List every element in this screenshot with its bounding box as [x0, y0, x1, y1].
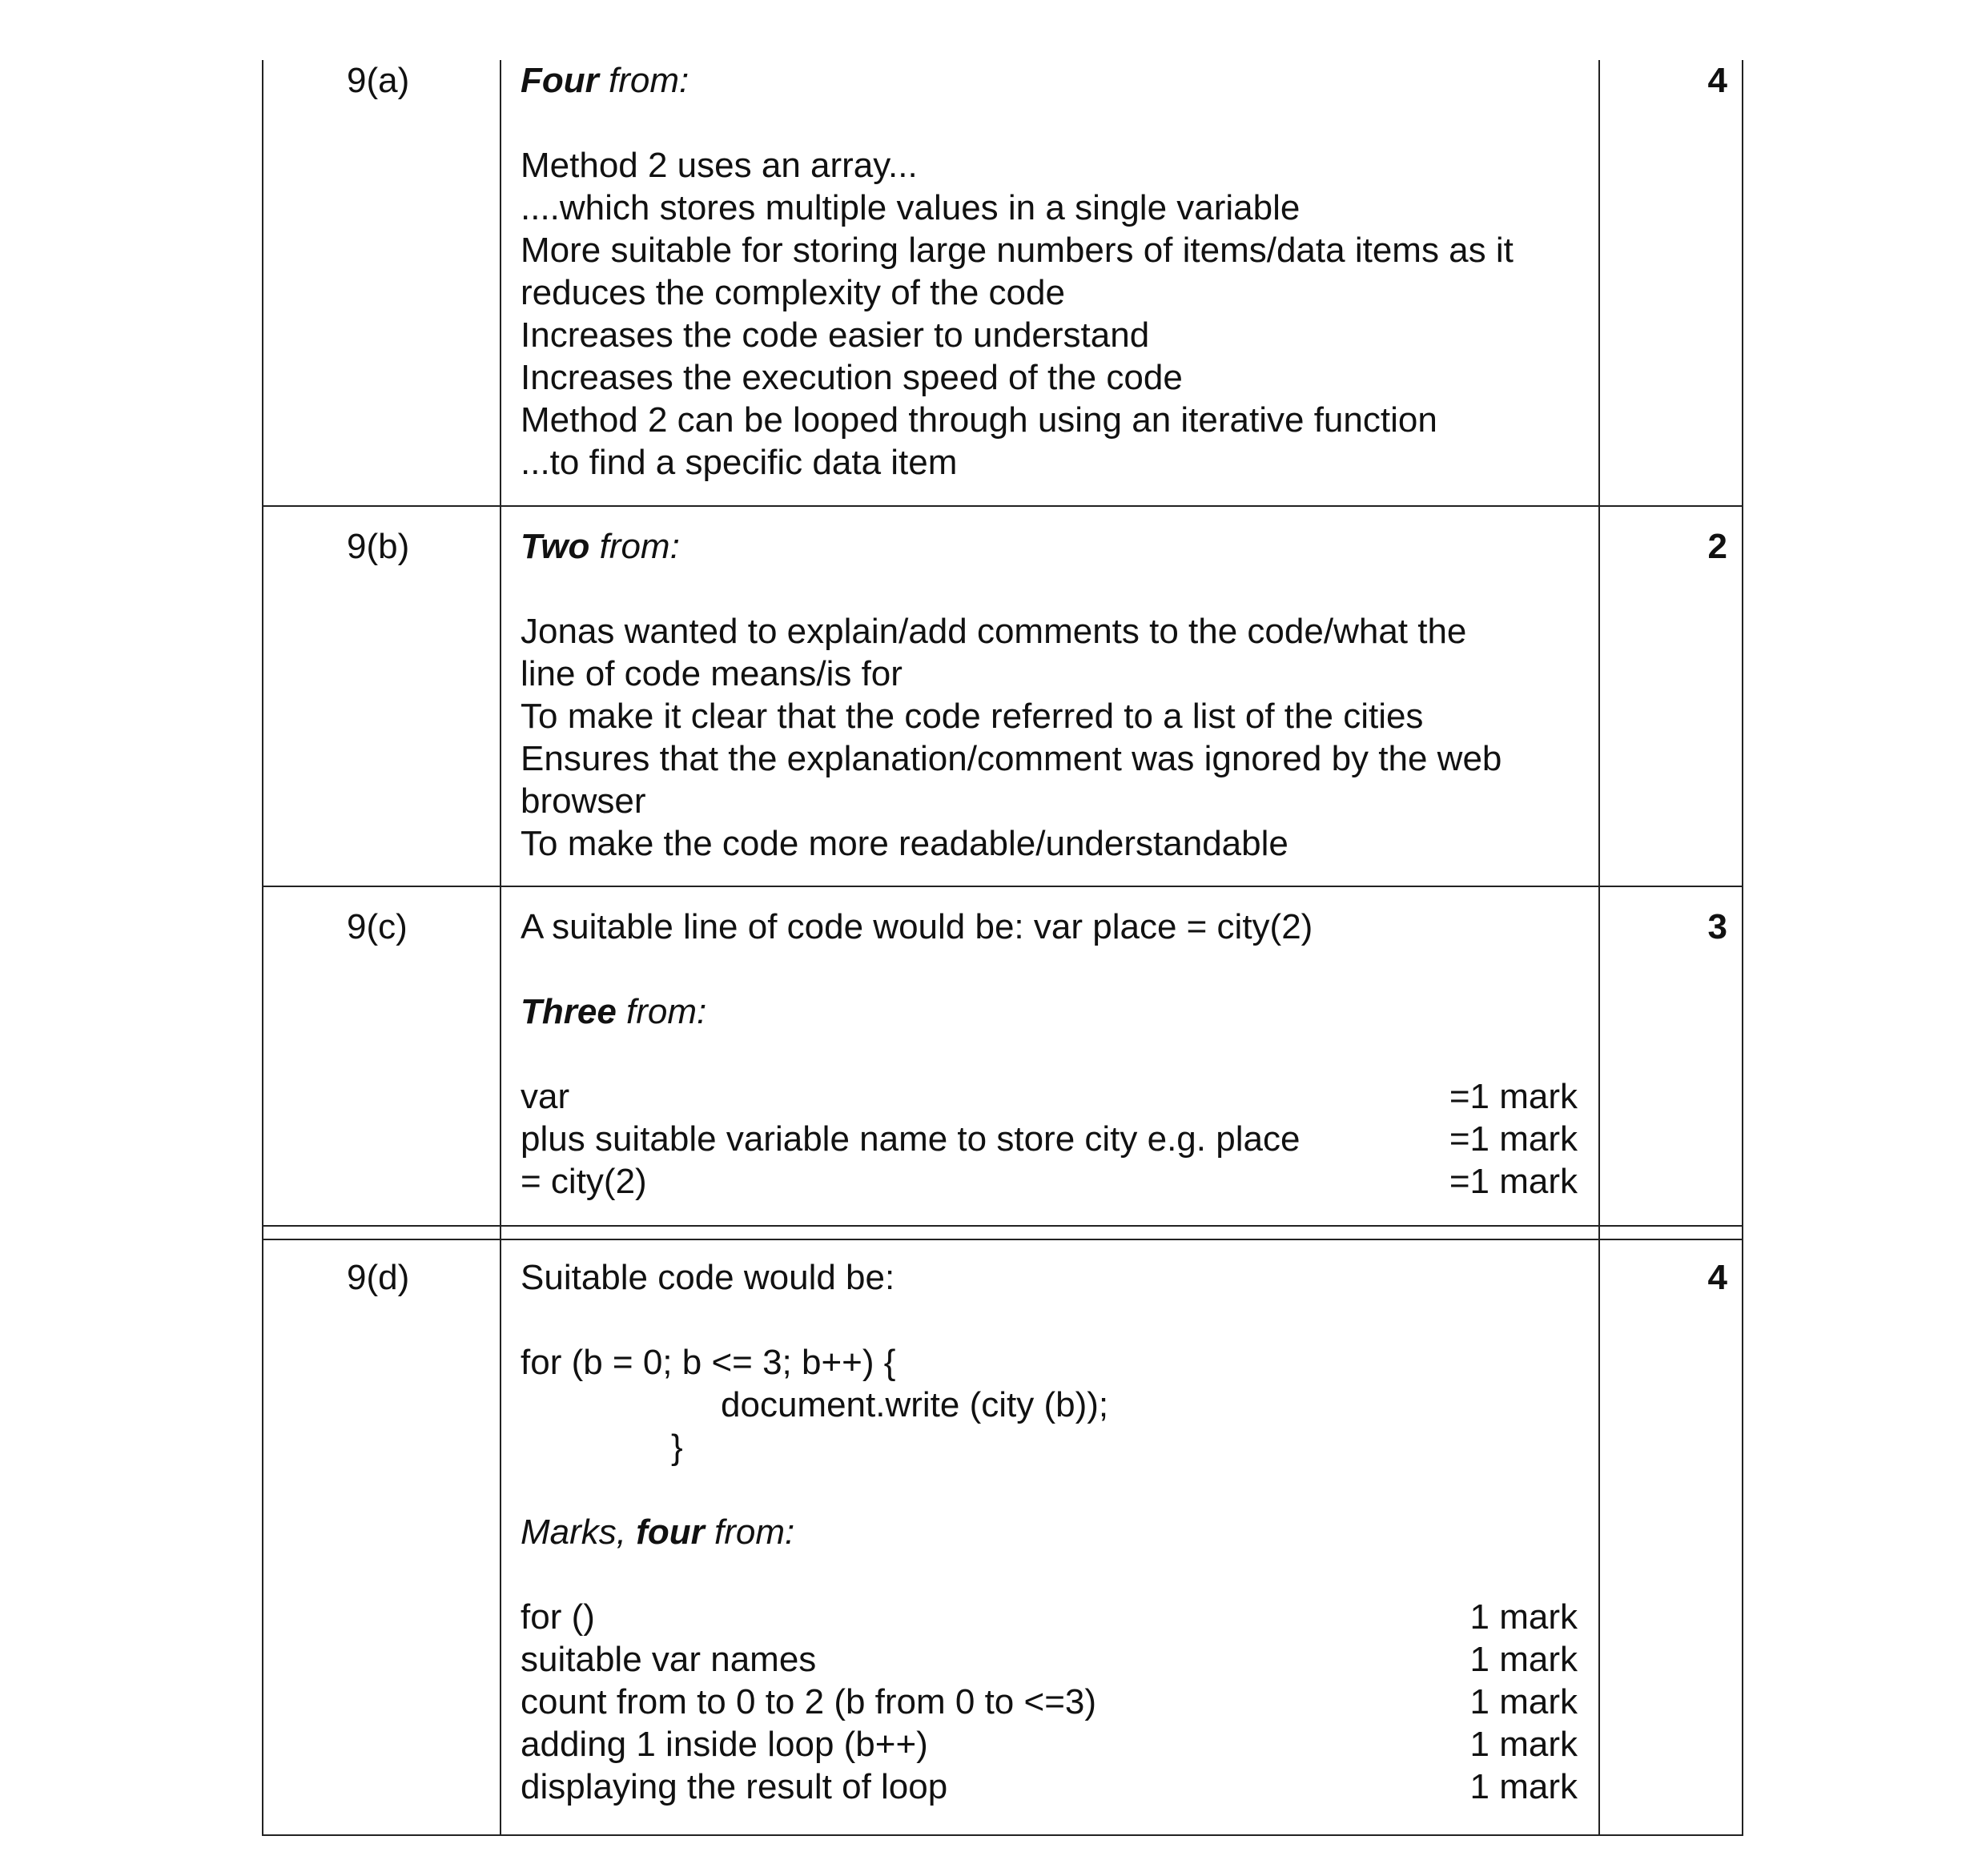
code-line: document.write (city (b)); — [721, 1385, 1109, 1424]
answer-cell-9a — [521, 59, 1578, 484]
row-divider-cd-top — [262, 1225, 1743, 1227]
mark-line-value: =1 mark — [1449, 1077, 1578, 1116]
answer-intro — [521, 525, 1578, 568]
answer-lead: A suitable line of code would be: var place = city(2) — [521, 907, 1313, 946]
mark-line — [521, 1766, 1578, 1808]
row-divider-cd-bottom — [262, 1239, 1743, 1240]
answer-line: To make it clear that the code referred to a list of the cities — [521, 697, 1424, 736]
row-divider-ab — [262, 505, 1743, 507]
intro-count: Four — [521, 61, 599, 100]
marks-9d: 4 — [1707, 1258, 1727, 1297]
mark-line-text: = city(2) — [521, 1162, 647, 1201]
question-label-9a — [264, 59, 505, 102]
table-border-bottom — [262, 1834, 1743, 1836]
mark-line-text: count from to 0 to 2 (b from 0 to <=3) — [521, 1682, 1097, 1721]
answer-line: Increases the execution speed of the code — [521, 358, 1183, 397]
answer-line: ...to find a specific data item — [521, 443, 958, 482]
answer-line: Ensures that the explanation/comment was ignored by the web — [521, 739, 1502, 778]
marks-9b: 2 — [1707, 527, 1727, 566]
mark-line-value: 1 mark — [1469, 1640, 1578, 1679]
mark-line-text: suitable var names — [521, 1640, 817, 1679]
mark-line — [521, 1596, 1578, 1638]
answer-line: browser — [521, 781, 646, 821]
mark-line — [521, 1075, 1578, 1118]
answer-cell-9d — [521, 1256, 1578, 1808]
question-label-9d — [264, 1256, 505, 1300]
intro-count: Two — [521, 527, 590, 566]
answer-line: ....which stores multiple values in a single variable — [521, 188, 1301, 227]
spacer — [521, 1299, 1578, 1341]
answer-line: Method 2 can be looped through using an iterative function — [521, 400, 1437, 440]
intro-text: from: — [616, 992, 707, 1031]
question-number: 9(a) — [347, 61, 410, 100]
code-line: for (b = 0; b <= 3; b++) { — [521, 1343, 896, 1382]
answer-line: To make the code more readable/understandable — [521, 824, 1288, 863]
mark-line — [521, 1160, 1578, 1203]
table-border-left — [262, 60, 263, 1836]
question-number: 9(b) — [347, 527, 410, 566]
mark-line-text: adding 1 inside loop (b++) — [521, 1725, 928, 1764]
mark-line-text: plus suitable variable name to store city e.g. place — [521, 1119, 1301, 1159]
answer-cell-9b — [521, 525, 1578, 865]
answer-intro — [521, 59, 1578, 102]
question-number: 9(d) — [347, 1258, 410, 1297]
answer-line: Jonas wanted to explain/add comments to the code/what the — [521, 612, 1467, 651]
answer-intro — [521, 990, 1578, 1033]
mark-line-text: displaying the result of loop — [521, 1767, 948, 1806]
question-label-9b — [264, 525, 505, 568]
answer-intro — [521, 1511, 1578, 1553]
mark-line-value: 1 mark — [1469, 1767, 1578, 1806]
intro-count: Three — [521, 992, 617, 1031]
mark-line-value: =1 mark — [1449, 1162, 1578, 1201]
answer-line: reduces the complexity of the code — [521, 273, 1065, 312]
code-line: } — [671, 1428, 683, 1467]
intro-prefix: Marks, — [521, 1512, 637, 1552]
spacer — [521, 1468, 1578, 1511]
table-border-right — [1742, 60, 1743, 1836]
spacer — [521, 1553, 1578, 1596]
mark-line-value: 1 mark — [1469, 1597, 1578, 1637]
answer-cell-9c — [521, 906, 1578, 1203]
answer-lead: Suitable code would be: — [521, 1258, 895, 1297]
question-number: 9(c) — [347, 907, 408, 946]
spacer — [521, 948, 1578, 990]
mark-line — [521, 1638, 1578, 1681]
mark-line — [521, 1681, 1578, 1723]
intro-text: from: — [704, 1512, 795, 1552]
mark-line-value: =1 mark — [1449, 1119, 1578, 1159]
answer-line: Increases the code easier to understand — [521, 315, 1150, 355]
mark-line — [521, 1118, 1578, 1160]
row-divider-bc — [262, 886, 1743, 887]
mark-line-text: for () — [521, 1597, 595, 1637]
answer-line: More suitable for storing large numbers of items/data items as it — [521, 231, 1514, 270]
mark-line — [521, 1723, 1578, 1766]
marks-9a: 4 — [1707, 61, 1727, 100]
marks-9c: 3 — [1707, 907, 1727, 946]
intro-text: from: — [598, 61, 689, 100]
mark-line-value: 1 mark — [1469, 1725, 1578, 1764]
intro-text: from: — [589, 527, 680, 566]
mark-line-value: 1 mark — [1469, 1682, 1578, 1721]
spacer — [521, 568, 1578, 610]
spacer — [521, 102, 1578, 144]
intro-count: four — [636, 1512, 705, 1552]
spacer — [521, 1033, 1578, 1075]
mark-line-text: var — [521, 1077, 570, 1116]
question-label-9c — [264, 906, 505, 949]
answer-line: line of code means/is for — [521, 654, 903, 693]
answer-line: Method 2 uses an array... — [521, 146, 918, 185]
